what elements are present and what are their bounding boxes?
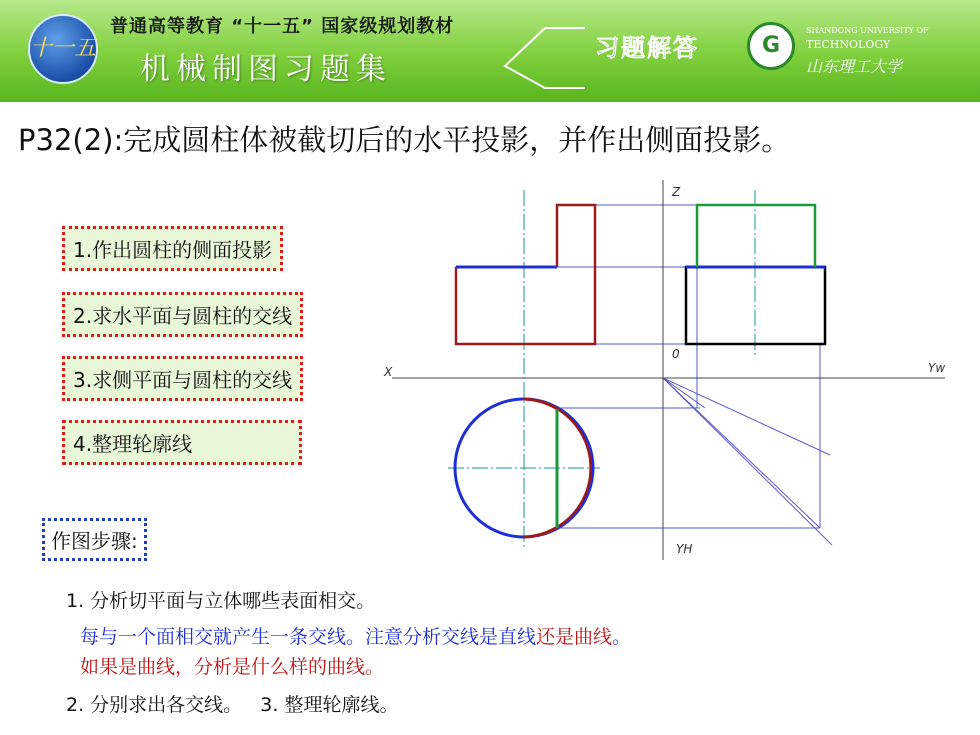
side-view-vertical-cut (697, 205, 815, 267)
series-logo: 十一五 (28, 14, 98, 84)
center-lines (448, 190, 755, 550)
step-label-2: 2.求水平面与圆柱的交线 (73, 304, 293, 328)
university-logo: G (747, 22, 795, 70)
procedure-line-2-part-c: 还是曲线 (536, 626, 613, 648)
procedure-line-1: 1. 分析切平面与立体哪些表面相交。 (66, 590, 376, 612)
answer-label: 习题解答 (595, 34, 699, 62)
axis-label-z: Z (672, 185, 681, 199)
procedure-line-2-part-d: 。 (612, 626, 632, 648)
origin-label: 0 (672, 347, 680, 361)
book-title: 机械制图习题集 (140, 52, 392, 87)
university-name-en-1: SHANDONG UNIVERSITY OF (806, 26, 929, 35)
problem-title: P32(2):完成圆柱体被截切后的水平投影，并作出侧面投影。 (18, 123, 791, 157)
axis-label-yh: YH (676, 542, 693, 556)
projection-axes (392, 180, 945, 560)
procedure-line-3: 如果是曲线，分析是什么样的曲线。 (80, 656, 385, 678)
step-label-3: 3.求侧平面与圆柱的交线 (73, 368, 293, 392)
procedure-line-2-part-a: 每与一个面相交就产生一条交线。注意分析交线是 (80, 626, 499, 648)
construction-lines (455, 205, 832, 545)
procedure-heading: 作图步骤: (42, 518, 147, 561)
procedure-line-2 (80, 622, 631, 649)
procedure-line-4: 2. 分别求出各交线。 3. 整理轮廓线。 (66, 694, 399, 716)
series-label: 普通高等教育 “十一五” 国家级规划教材 (110, 16, 455, 37)
procedure-line-2-part-b: 直线 (498, 626, 537, 648)
university-name-cn: 山东理工大学 (806, 57, 903, 76)
university-name-en-2: TECHNOLOGY (806, 38, 891, 51)
step-label-4: 4.整理轮廓线 (73, 432, 193, 456)
axis-label-yw: Yw (928, 361, 946, 375)
step-label-1: 1.作出圆柱的侧面投影 (73, 238, 273, 262)
front-view (456, 205, 595, 344)
axis-label-x: X (384, 365, 393, 379)
